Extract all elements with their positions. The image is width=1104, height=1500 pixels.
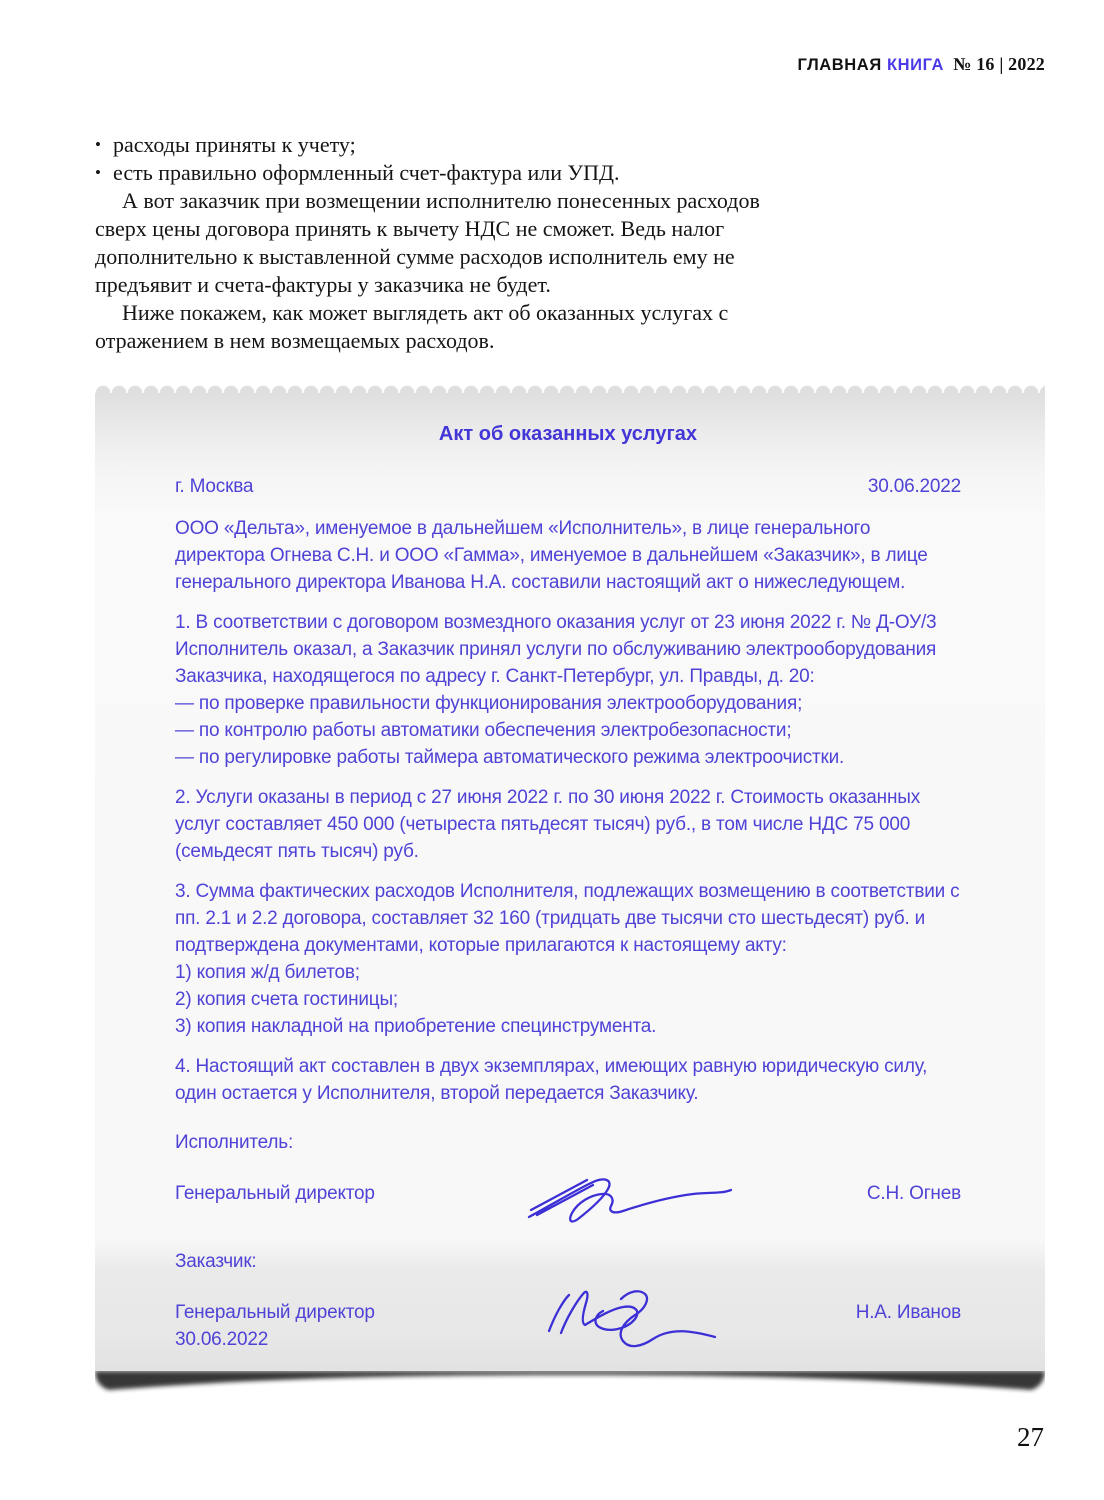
magazine-name-accent: КНИГА: [886, 56, 945, 74]
page-header: [798, 54, 1045, 75]
bullet-text: расходы приняты к учету;: [113, 132, 356, 157]
bullet-item: [95, 159, 779, 187]
page-number: 27: [1017, 1422, 1044, 1452]
article-text: [95, 131, 779, 355]
magazine-name: ГЛАВНАЯ: [797, 56, 882, 74]
article-paragraph: А вот заказчик при возмещении исполнителю понесенных расходов сверх цены договора принять к вычету НДС не сможет. Ведь налог дополнительно к выставленной сумме расходов исполнитель ему не предъявит и счета-фактуры у заказчика не будет.: [95, 188, 760, 297]
act-document-body: [95, 393, 1045, 1372]
customer-role: Генеральный директор: [175, 1302, 375, 1323]
doc-clause-3-list: [175, 959, 961, 1040]
executor-role: Генеральный директор: [175, 1183, 375, 1204]
bullet-item: [95, 131, 779, 159]
executor-label: Исполнитель:: [175, 1132, 294, 1153]
customer-signature-row: [175, 1299, 961, 1353]
doc-date: 30.06.2022: [867, 476, 961, 497]
bullet-icon: •: [95, 135, 101, 154]
doc-clause-4: 4. Настоящий акт составлен в двух экземплярах, имеющих равную юридическую силу, один остается у Исполнителя, второй передается Заказчику.: [175, 1056, 928, 1104]
numbered-item: 1) копия ж/д билетов;: [175, 962, 360, 983]
issue-number: № 16 | 2022: [953, 54, 1045, 74]
doc-place: г. Москва: [175, 476, 254, 497]
executor-signature-row: [175, 1180, 961, 1226]
dash-item: — по проверке правильности функционирования электрооборудования;: [175, 693, 803, 714]
act-document: [95, 385, 1045, 1372]
executor-name: С.Н. Огнев: [866, 1183, 961, 1204]
doc-intro-paragraph: ООО «Дельта», именуемое в дальнейшем «Исполнитель», в лице генерального директора Огнева С.Н. и ООО «Гамма», именуемое в дальнейшем «Заказчик», в лице генерального директора Иванова Н.А. составили настоящий акт о нижеследующем.: [175, 518, 928, 593]
customer-role-block: [175, 1299, 375, 1353]
doc-clause-1: 1. В соответствии с договором возмездного оказания услуг от 23 июня 2022 г. № Д-ОУ/3 Исполнитель оказал, а Заказчик принял услуги по обслуживанию электрооборудования Заказчика, находящегося по адресу г. Санкт-Петербург, ул. Правды, д. 20:: [175, 612, 937, 687]
doc-meta-row: [175, 473, 961, 500]
customer-signature-image: [537, 1279, 737, 1364]
bullet-icon: •: [95, 163, 101, 182]
numbered-item: 2) копия счета гостиницы;: [175, 989, 399, 1010]
customer-name: Н.А. Иванов: [855, 1302, 961, 1323]
page-curl-shadow: [95, 1371, 1045, 1401]
doc-clause-2: 2. Услуги оказаны в период с 27 июня 2022 г. по 30 июня 2022 г. Стоимость оказанных услуг составляет 450 000 (четыреста пятьдесят тысяч) руб., в том числе НДС 75 000 (семьдесят пять тысяч) руб.: [175, 787, 920, 862]
doc-title: Акт об оказанных услугах: [438, 423, 698, 445]
dash-item: — по регулировке работы таймера автоматического режима электроочистки.: [175, 747, 845, 768]
article-paragraph: Ниже покажем, как может выглядеть акт об оказанных услугах с отражением в нем возмещаемых расходов.: [95, 300, 729, 353]
doc-clause-1-list: [175, 690, 961, 771]
torn-paper-edge: [95, 385, 1045, 393]
bullet-text: есть правильно оформленный счет-фактура или УПД.: [113, 160, 620, 185]
customer-sign-date: 30.06.2022: [175, 1329, 269, 1350]
numbered-item: 3) копия накладной на приобретение специнструмента.: [175, 1016, 657, 1037]
dash-item: — по контролю работы автоматики обеспечения электробезопасности;: [175, 720, 792, 741]
doc-clause-3: 3. Сумма фактических расходов Исполнителя, подлежащих возмещению в соответствии с пп. 2.1 и 2.2 договора, составляет 32 160 (тридцать две тысячи сто шестьдесят) руб. и подтверждена документами, которые прилагаются к настоящему акту:: [175, 881, 960, 956]
customer-label: Заказчик:: [175, 1251, 257, 1272]
executor-signature-image: [523, 1164, 753, 1239]
